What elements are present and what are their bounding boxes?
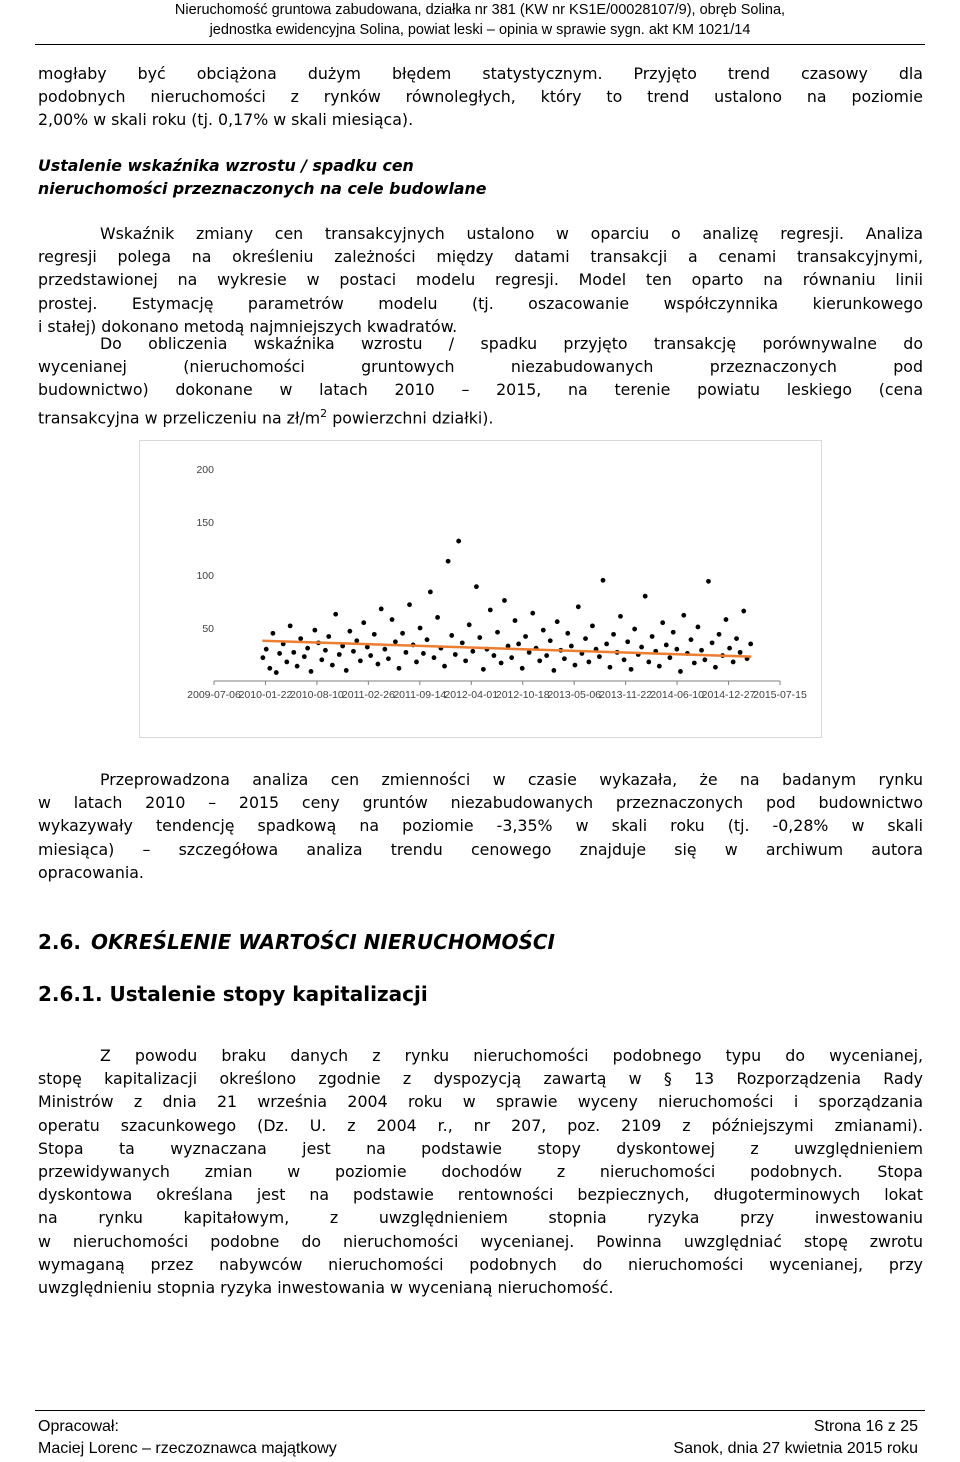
data-point [565, 631, 570, 636]
data-point [368, 653, 373, 658]
data-point [608, 665, 613, 670]
data-point [738, 650, 743, 655]
data-point [298, 636, 303, 641]
data-point [639, 645, 644, 650]
data-point [650, 634, 655, 639]
analysis-paragraph [38, 768, 923, 884]
calc-line-part: powierzchni działki). [327, 407, 494, 427]
data-point [404, 650, 409, 655]
y-tick-label: 200 [196, 464, 214, 476]
data-point [428, 590, 433, 595]
data-point [277, 651, 282, 656]
calc-line: Do obliczenia wskaźnika wzrostu / spadku przyjęto transakcję porównywalne do [100, 334, 923, 353]
data-point [699, 648, 704, 653]
data-point [657, 664, 662, 669]
footer-place-date: Sanok, dnia 27 kwietnia 2015 roku [673, 1440, 918, 1457]
data-point [354, 638, 359, 643]
data-point [629, 667, 634, 672]
kapitalizacja-line: w nieruchomości podobne do nieruchomości wycenianej. Powinna uwzględniać stopę zwrotu [38, 1231, 923, 1251]
data-point [284, 660, 289, 665]
data-point [706, 579, 711, 584]
data-point [734, 636, 739, 641]
data-point [597, 654, 602, 659]
calc-paragraph [38, 332, 923, 429]
kapitalizacja-line: stopę kapitalizacji określono zgodnie z dyspozycją zawartą w § 13 Rozporządzenia Rady [38, 1069, 923, 1089]
data-point [576, 604, 581, 609]
data-point [731, 660, 736, 665]
calc-line-part: transakcyjna w przeliczeniu na zł/m [38, 407, 321, 427]
data-point [449, 633, 454, 638]
kapitalizacja-line: wymaganą przez nabywców nieruchomości podobnych do nieruchomości wycenianej, przy [38, 1254, 923, 1274]
data-point [333, 612, 338, 617]
data-point [622, 657, 627, 662]
data-point [590, 623, 595, 628]
data-point [372, 632, 377, 637]
data-point [495, 630, 500, 635]
data-point [713, 665, 718, 670]
data-point [492, 653, 497, 658]
chart-canvas [140, 441, 821, 737]
data-point [425, 637, 430, 642]
data-point [710, 640, 715, 645]
data-point [601, 578, 606, 583]
y-tick-label: 100 [196, 570, 214, 582]
kapitalizacja-line: Stopa ta wyznaczana jest na podstawie stopy dyskontowej z uwzględnieniem [38, 1138, 923, 1158]
y-tick-label: 150 [196, 517, 214, 529]
x-tick-label: 2014-12-27 [701, 689, 756, 701]
data-point [537, 658, 542, 663]
regression-line-part: Wskaźnik zmiany cen transakcyjnych ustalono w oparciu o analizę regresji. [100, 224, 845, 243]
data-point [724, 617, 729, 622]
x-tick-label: 2010-08-10 [290, 689, 344, 701]
data-point [407, 602, 412, 607]
data-point [541, 628, 546, 633]
kapitalizacja-line: uwzględnieniu stopnia ryzyka inwestowania w wycenianą nieruchomość. [38, 1278, 614, 1298]
data-point [727, 646, 732, 651]
data-point [681, 613, 686, 618]
data-point [569, 644, 574, 649]
data-point [583, 636, 588, 641]
intro-paragraph [38, 62, 923, 132]
kapitalizacja-line: przewidywanych zmian w poziomie dochodów z nieruchomości podobnych. Stopa [38, 1162, 923, 1182]
data-point [692, 661, 697, 666]
data-point [632, 627, 637, 632]
header-line-2: jednostka ewidencyjna Solina, powiat leski – opinia w sprawie sygn. akt KM 1021/14 [209, 22, 751, 38]
data-point [264, 647, 269, 652]
section-heading [38, 930, 555, 954]
data-point [474, 584, 479, 589]
data-point [347, 629, 352, 634]
data-point [390, 617, 395, 622]
data-point [305, 646, 310, 651]
data-point [375, 662, 380, 667]
calc-line [38, 402, 923, 429]
data-point [643, 594, 648, 599]
section-number: 2.6. [38, 930, 82, 954]
superscript: 2 [320, 406, 328, 420]
data-point [667, 655, 672, 660]
regression-line-part: Analiza [865, 224, 923, 243]
data-point [351, 649, 356, 654]
x-tick-label: 2011-02-26 [341, 689, 395, 701]
data-point [393, 639, 398, 644]
data-point [488, 608, 493, 613]
data-point [689, 637, 694, 642]
footer-author: Maciej Lorenc – rzeczoznawca majątkowy [38, 1440, 337, 1457]
page-header [0, 0, 960, 40]
data-point [432, 655, 437, 660]
analysis-line: w latach 2010 – 2015 ceny gruntów niezabudowanych przeznaczonych pod budownictwo [38, 793, 923, 813]
data-point [456, 539, 461, 544]
kapitalizacja-line: na rynku kapitałowym, z uwzględnieniem stopnia ryzyka przy inwestowaniu [38, 1208, 923, 1228]
data-point [513, 618, 518, 623]
subheading [38, 154, 923, 200]
intro-line: mogłaby być obciążona dużym błędem statystycznym. Przyjęto trend czasowy dla [38, 64, 923, 83]
kapitalizacja-paragraph [38, 1044, 923, 1299]
data-point [604, 642, 609, 647]
x-tick-label: 2011-09-14 [393, 689, 447, 701]
intro-line: podobnych nieruchomości z rynków równoległych, który to trend ustalono na poziomie [38, 87, 923, 107]
data-point [418, 626, 423, 631]
data-point [702, 657, 707, 662]
analysis-line: opracowania. [38, 862, 144, 882]
kapitalizacja-line: Z powodu braku danych z rynku nieruchomości podobnego typu do wycenianej, [100, 1046, 923, 1065]
data-point [502, 598, 507, 603]
data-point [421, 651, 426, 656]
data-point [358, 658, 363, 663]
footer-divider [35, 1410, 925, 1411]
data-point [499, 661, 504, 666]
data-point [530, 611, 535, 616]
data-point [481, 667, 486, 672]
data-point [291, 650, 296, 655]
x-tick-label: 2010-01-22 [238, 689, 293, 701]
data-point [267, 666, 272, 671]
data-point [274, 670, 279, 675]
scatter-chart [139, 440, 822, 738]
analysis-line: Przeprowadzona analiza cen zmienności w czasie wykazała, że na badanym rynku [100, 770, 923, 789]
x-tick-label: 2012-04-01 [444, 689, 499, 701]
data-point [453, 652, 458, 657]
analysis-line: wykazywały tendencję spadkową na poziomie -3,35% w skali roku (tj. -0,28% w skali [38, 816, 923, 836]
regression-line: przedstawionej na wykresie w postaci modelu regresji. Model ten oparto na równaniu linii [38, 270, 923, 290]
x-tick-label: 2015-07-15 [753, 689, 807, 701]
data-point [664, 643, 669, 648]
data-point [460, 640, 465, 645]
data-point [442, 664, 447, 669]
footer-label: Opracował: [38, 1418, 119, 1435]
calc-line: budownictwo) dokonane w latach 2010 – 2015, na terenie powiatu leskiego (cena [38, 380, 923, 400]
data-point [625, 639, 630, 644]
data-point [551, 668, 556, 673]
data-point [361, 620, 366, 625]
subsection-number: 2.6.1. [38, 982, 103, 1006]
data-point [646, 660, 651, 665]
section-title: OKREŚLENIE WARTOŚCI NIERUCHOMOŚCI [91, 930, 555, 954]
regression-line: prostej. Estymację parametrów modelu (tj. oszacowanie współczynnika kierunkowego [38, 293, 923, 313]
data-point [674, 647, 679, 652]
data-point [678, 669, 683, 674]
y-tick-label: 50 [202, 623, 214, 635]
regression-paragraph [38, 222, 923, 338]
data-point [467, 622, 472, 627]
data-point [337, 652, 342, 657]
data-point [344, 668, 349, 673]
kapitalizacja-line: operatu szacunkowego (Dz. U. z 2004 r., nr 207, poz. 2109 z późniejszymi zmianami). [38, 1115, 923, 1135]
data-point [379, 607, 384, 612]
regression-line [38, 222, 923, 245]
regression-line: regresji polega na określeniu zależności między datami transakcji a cenami transakcyjnymi, [38, 247, 923, 267]
data-point [463, 658, 468, 663]
data-point [470, 649, 475, 654]
kapitalizacja-line: dyskontowa określana jest na podstawie rentowności bezpiecznych, długoterminowych lokat [38, 1185, 923, 1205]
data-point [611, 632, 616, 637]
data-point [573, 663, 578, 668]
x-tick-label: 2013-11-22 [599, 689, 653, 701]
data-point [400, 631, 405, 636]
footer-page-number: Strona 16 z 25 [813, 1418, 918, 1435]
header-line-1: Nieruchomość gruntowa zabudowana, działka nr 381 (KW nr KS1E/00028107/9), obręb Solina, [174, 2, 786, 18]
x-tick-label: 2009-07-06 [187, 689, 241, 701]
data-point [382, 647, 387, 652]
data-point [302, 654, 307, 659]
data-point [555, 619, 560, 624]
analysis-line: miesiąca) – szczegółowa analiza trendu cenowego znajduje się w archiwum autora [38, 839, 923, 859]
data-point [671, 630, 676, 635]
x-tick-label: 2013-05-06 [547, 689, 602, 701]
subheading-line: Ustalenie wskaźnika wzrostu / spadku cen [38, 156, 414, 175]
data-point [446, 559, 451, 564]
subsection-heading [38, 982, 428, 1006]
data-point [260, 655, 265, 660]
data-point [717, 632, 722, 637]
subsection-title: Ustalenie stopy kapitalizacji [109, 982, 428, 1006]
data-point [435, 615, 440, 620]
data-point [295, 664, 300, 669]
data-point [271, 631, 276, 636]
data-point [562, 656, 567, 661]
kapitalizacja-line: Ministrów z dnia 21 września 2004 roku w sprawie wyceny nieruchomości i sporządzania [38, 1092, 923, 1112]
data-point [309, 669, 314, 674]
data-point [477, 635, 482, 640]
footer-right [673, 1416, 918, 1460]
regression-line: i stałej) dokonano metodą najmniejszych kwadratów. [38, 316, 458, 336]
data-point [586, 660, 591, 665]
data-point [660, 620, 665, 625]
data-point [523, 634, 528, 639]
data-point [323, 648, 328, 653]
x-tick-label: 2012-10-18 [495, 689, 550, 701]
footer-left [38, 1416, 337, 1460]
data-point [414, 660, 419, 665]
data-point [288, 623, 293, 628]
subheading-line: nieruchomości przeznaczonych na cele budowlane [38, 179, 487, 199]
header-divider [35, 44, 925, 45]
data-point [741, 609, 746, 614]
data-point [330, 663, 335, 668]
data-point [516, 642, 521, 647]
x-tick-label: 2014-06-10 [650, 689, 704, 701]
intro-line: 2,00% w skali roku (tj. 0,17% w skali miesiąca). [38, 110, 414, 130]
data-point [544, 653, 549, 658]
data-point [326, 634, 331, 639]
data-point [397, 666, 402, 671]
data-point [548, 638, 553, 643]
data-point [509, 655, 514, 660]
data-point [319, 657, 324, 662]
calc-line: wycenianej (nieruchomości gruntowych niezabudowanych przeznaczonych pod [38, 357, 923, 377]
data-point [748, 642, 753, 647]
data-point [312, 628, 317, 633]
data-point [618, 614, 623, 619]
data-point [696, 625, 701, 630]
data-point [520, 666, 525, 671]
data-point [386, 656, 391, 661]
